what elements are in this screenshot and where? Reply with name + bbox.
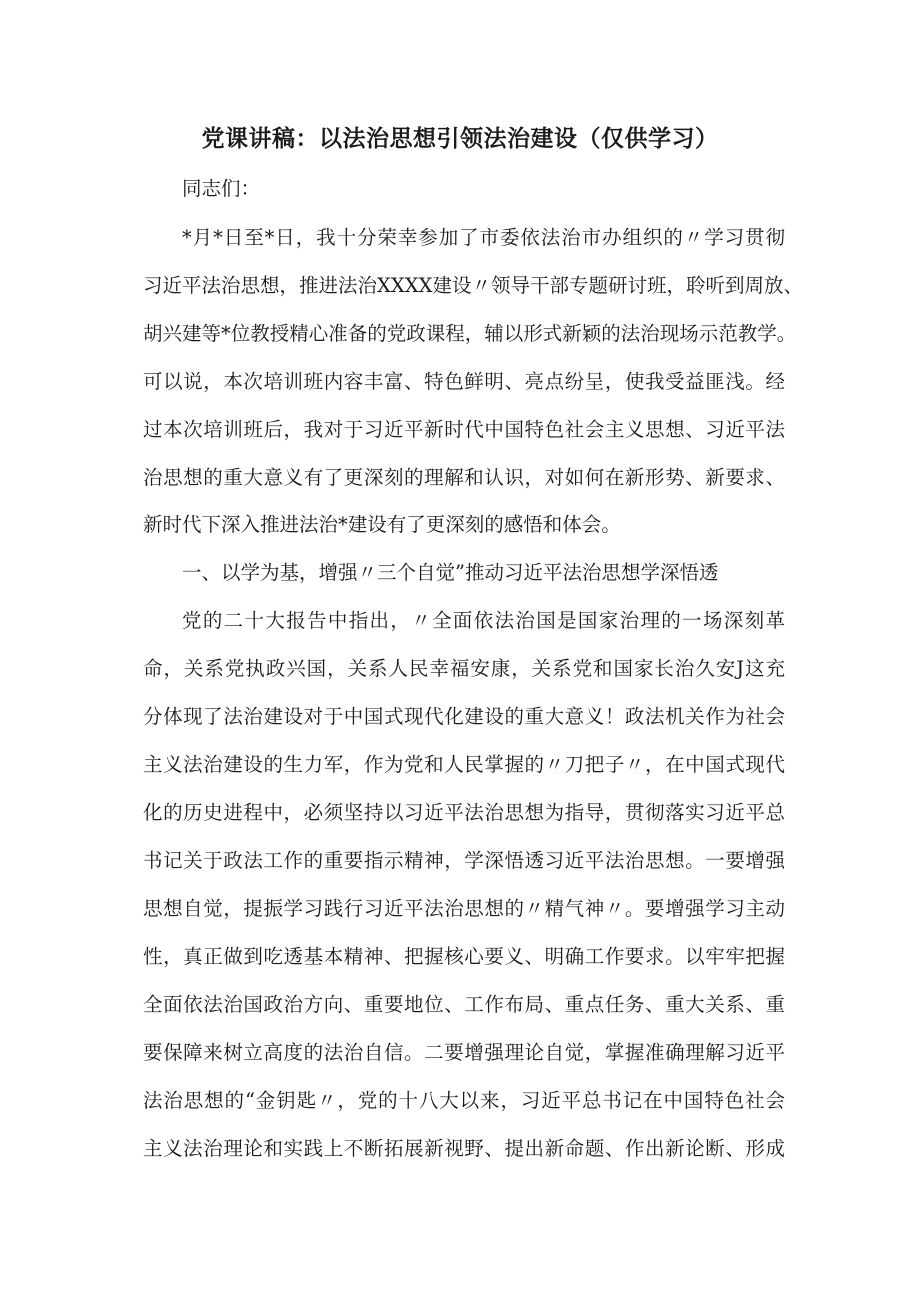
paragraph-line: 习近平法治思想，推进法治XXXX建设〃领导干部专题研讨班，聆听到周放、 — [143, 274, 804, 297]
paragraph-line: 主义法治建设的生力军，作为党和人民掌握的〃刀把子〃，在中国式现代 — [143, 753, 785, 776]
paragraph-line: 书记关于政法工作的重要指示精神，学深悟透习近平法治思想。一要增强 — [143, 849, 785, 872]
paragraph-line: 要保障来树立高度的法治自信。二要增强理论自觉，掌握准确理解习近平 — [143, 1041, 785, 1064]
paragraph-line: 全面依法治国政治方向、重要地位、工作布局、重点任务、重大关系、重 — [143, 993, 785, 1016]
paragraph-line: 化的历史进程中，必须坚持以习近平法治思想为指导，贯彻落实习近平总 — [143, 801, 785, 824]
paragraph-line: 思想自觉，提振学习践行习近平法治思想的〃精气神〃。要增强学习主动 — [143, 897, 785, 920]
paragraph-line: 可以说，本次培训班内容丰富、特色鲜明、亮点纷呈，使我受益匪浅。经 — [143, 370, 785, 393]
paragraph-line: 性，真正做到吃透基本精神、把握核心要义、明确工作要求。以牢牢把握 — [143, 945, 785, 968]
paragraph-line: 分体现了法治建设对于中国式现代化建设的重大意义！政法机关作为社会 — [143, 705, 785, 728]
document-title: 党课讲稿：以法治思想引领法治建设（仅供学习） — [201, 126, 719, 152]
paragraph-line: 胡兴建等*位教授精心准备的党政课程，辅以形式新颖的法治现场示范教学。 — [143, 322, 797, 345]
paragraph-line: 命，关系党执政兴国，关系人民幸福安康，关系党和国家长治久安J这充 — [143, 657, 785, 680]
section-heading: 一、以学为基，增强〃三个自觉”推动习近平法治思想学深悟透 — [182, 561, 719, 584]
paragraph-line: 过本次培训班后，我对于习近平新时代中国特色社会主义思想、习近平法 — [143, 418, 785, 441]
paragraph-line: 法治思想的“金钥匙〃，党的十八大以来，习近平总书记在中国特色社会 — [143, 1089, 785, 1112]
salutation: 同志们： — [182, 177, 261, 200]
paragraph-line: 治思想的重大意义有了更深刻的理解和认识，对如何在新形势、新要求、 — [143, 466, 785, 489]
paragraph-line: 主义法治理论和实践上不断拓展新视野、提出新命题、作出新论断、形成 — [143, 1137, 785, 1160]
paragraph-line: 新时代下深入推进法治*建设有了更深刻的感悟和体会。 — [143, 513, 621, 536]
paragraph-line: *月*日至*日，我十分荣幸参加了市委依法治市办组织的〃学习贯彻 — [182, 226, 785, 249]
paragraph-line: 党的二十大报告中指出，〃全面依法治国是国家治理的一场深刻革 — [182, 609, 785, 632]
